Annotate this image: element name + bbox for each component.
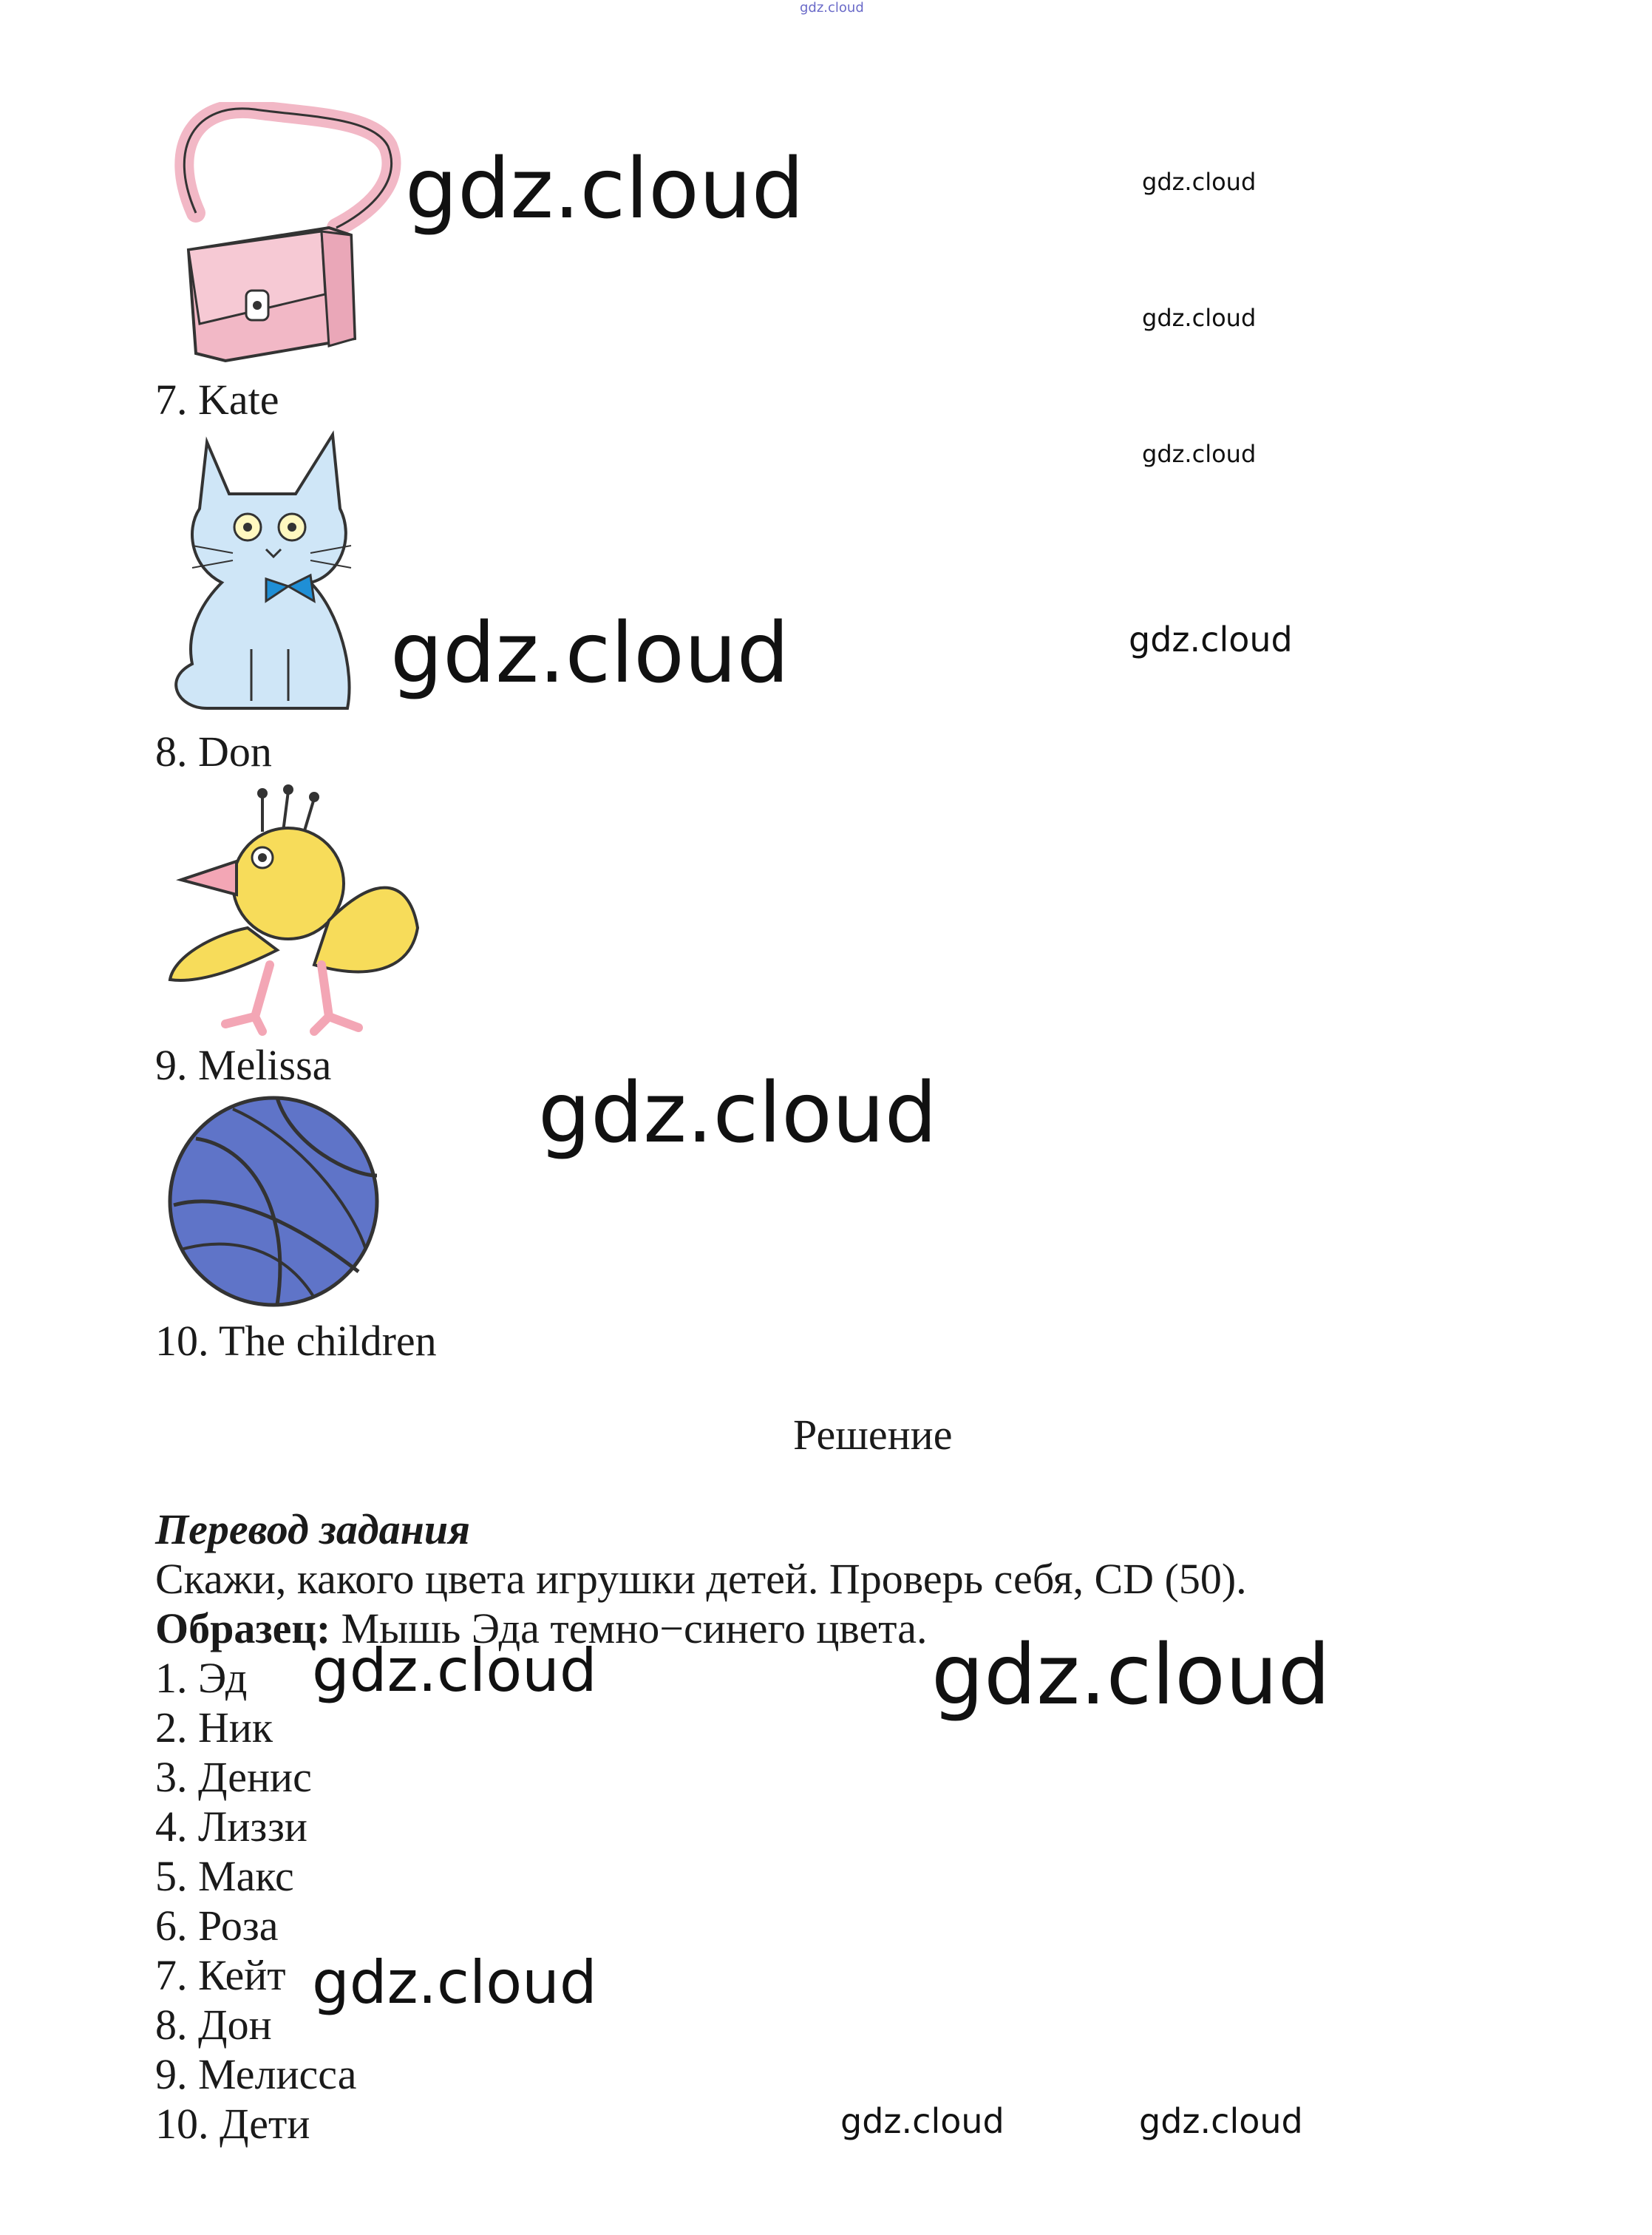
caption-kate: 7. Kate [155,376,279,424]
watermark: gdz.cloud [1139,2101,1303,2141]
watermark: gdz.cloud [1142,440,1257,468]
sample-text: Мышь Эда темно−синего цвета. [330,1604,928,1652]
watermark: gdz.cloud [931,1627,1330,1723]
translation-heading: Перевод задания [155,1505,470,1553]
list-item: 10. Дети [155,2100,310,2148]
watermark: gdz.cloud [1142,304,1257,332]
yellow-bird-picture [166,780,425,1039]
solution-title: Решение [793,1411,953,1459]
pink-handbag-picture [166,102,410,368]
caption-melissa: 9. Melissa [155,1041,332,1089]
watermark: gdz.cloud [1129,620,1293,659]
list-item: 3. Денис [155,1753,312,1801]
watermark-top: gdz.cloud [800,0,864,16]
watermark: gdz.cloud [538,1065,937,1161]
blue-ball-picture [166,1094,388,1316]
list-item: 6. Роза [155,1902,279,1950]
caption-the-children: 10. The children [155,1317,437,1365]
watermark: gdz.cloud [405,141,804,237]
watermark: gdz.cloud [312,1948,597,2017]
translation-instruction: Скажи, какого цвета игрушки детей. Проверь себя, CD (50). [155,1555,1247,1603]
watermark: gdz.cloud [1142,168,1257,196]
list-item: 5. Макс [155,1852,294,1900]
watermark: gdz.cloud [390,606,789,702]
watermark: gdz.cloud [840,2101,1005,2141]
list-item: 7. Кейт [155,1951,286,1999]
list-item: 4. Лиззи [155,1802,307,1851]
list-item: 9. Мелисса [155,2050,357,2098]
caption-don: 8. Don [155,728,272,776]
watermark: gdz.cloud [312,1636,597,1705]
list-item: 1. Эд [155,1654,248,1702]
list-item: 8. Дон [155,2001,272,2049]
sample-label: Образец: [155,1604,331,1652]
list-item: 2. Ник [155,1703,273,1751]
blue-cat-picture [163,427,414,723]
